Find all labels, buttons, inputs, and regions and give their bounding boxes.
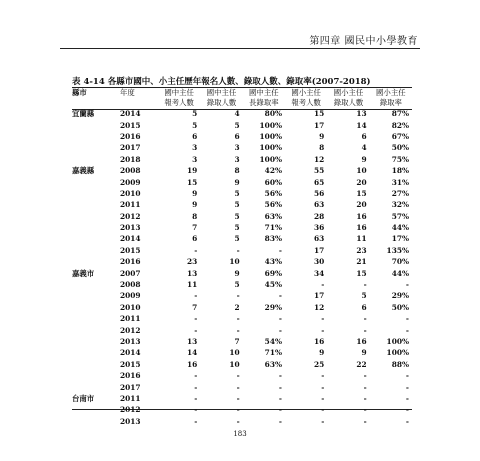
el-applicants-cell: 34 xyxy=(314,268,325,278)
county-cell xyxy=(72,199,120,210)
col-header-line: 國中主任 xyxy=(164,88,194,97)
table-row xyxy=(72,142,412,153)
table-header-row xyxy=(72,88,412,108)
year-cell: 2010 xyxy=(120,302,141,312)
county-cell xyxy=(72,154,120,165)
jh-admitted-cell: 5 xyxy=(234,200,240,210)
table-row xyxy=(72,233,412,244)
el-rate-cell: 87% xyxy=(391,109,409,119)
county-cell xyxy=(72,233,120,244)
col-header-county xyxy=(72,88,120,108)
county-cell xyxy=(72,256,120,267)
county-cell xyxy=(72,279,120,290)
year-cell: 2013 xyxy=(120,416,141,426)
jh-applicants-cell: 14 xyxy=(187,348,198,358)
col-header-line: 國小主任 xyxy=(333,88,364,97)
el-rate-cell: 100% xyxy=(386,348,409,358)
jh-applicants-cell: 23 xyxy=(187,257,198,267)
jh-rate-cell: - xyxy=(278,382,282,392)
el-admitted-cell: 21 xyxy=(356,257,367,267)
year-cell: 2010 xyxy=(120,188,141,198)
el-rate-cell: 50% xyxy=(391,143,409,153)
year-cell: 2013 xyxy=(120,337,141,346)
jh-admitted-cell: - xyxy=(236,405,240,415)
year-cell: 2015 xyxy=(120,359,141,369)
jh-admitted-cell: 10 xyxy=(229,257,240,267)
year-cell: 2011 xyxy=(120,200,141,210)
el-admitted-cell: 15 xyxy=(356,188,367,198)
el-rate-cell: 32% xyxy=(391,200,409,210)
year-cell: 2016 xyxy=(120,371,141,381)
table-row xyxy=(72,302,412,313)
header-rule xyxy=(60,48,420,49)
table-row xyxy=(72,154,412,165)
el-applicants-cell: 63 xyxy=(314,234,325,244)
el-applicants-cell: - xyxy=(321,382,325,392)
table-row xyxy=(72,267,412,278)
el-rate-cell: 17% xyxy=(391,234,409,244)
el-admitted-cell: 6 xyxy=(361,131,367,141)
county-cell xyxy=(72,359,120,370)
jh-applicants-cell: 13 xyxy=(187,337,198,346)
table-row xyxy=(72,108,412,119)
jh-admitted-cell: 5 xyxy=(234,120,240,130)
jh-rate-cell: - xyxy=(278,393,282,403)
el-applicants-cell: 12 xyxy=(314,302,325,312)
col-header-line: 錄取人數 xyxy=(333,98,364,107)
jh-admitted-cell: 5 xyxy=(234,234,240,244)
el-admitted-cell: 9 xyxy=(361,348,367,358)
el-admitted-cell: - xyxy=(363,371,367,381)
table-row xyxy=(72,393,412,404)
county-cell xyxy=(72,188,120,199)
el-rate-cell: 29% xyxy=(391,291,409,301)
jh-rate-cell: 100% xyxy=(259,143,282,153)
jh-applicants-cell: 5 xyxy=(192,120,198,130)
el-rate-cell: 57% xyxy=(391,211,409,221)
el-rate-cell: 88% xyxy=(391,359,409,369)
jh-admitted-cell: - xyxy=(236,382,240,392)
jh-admitted-cell: 10 xyxy=(229,348,240,358)
el-admitted-cell: 9 xyxy=(361,154,367,164)
el-rate-cell: 50% xyxy=(391,302,409,312)
county-cell: 嘉義市 xyxy=(72,268,95,278)
el-applicants-cell: - xyxy=(321,325,325,335)
jh-rate-cell: 100% xyxy=(259,154,282,164)
table-row xyxy=(72,256,412,267)
jh-applicants-cell: - xyxy=(194,245,198,255)
jh-applicants-cell: 3 xyxy=(192,154,198,164)
county-cell xyxy=(72,324,120,335)
el-admitted-cell: 20 xyxy=(356,177,367,187)
jh-admitted-cell: - xyxy=(236,245,240,255)
jh-rate-cell: 42% xyxy=(264,166,282,176)
col-header-el-admitted xyxy=(327,88,369,108)
el-admitted-cell: - xyxy=(363,382,367,392)
el-applicants-cell: 25 xyxy=(314,359,325,369)
jh-rate-cell: - xyxy=(278,405,282,415)
county-cell: 宜蘭縣 xyxy=(72,109,95,119)
el-admitted-cell: 11 xyxy=(356,234,367,244)
year-cell: 2009 xyxy=(120,291,141,301)
jh-rate-cell: - xyxy=(278,325,282,335)
table-row xyxy=(72,211,412,222)
col-header-line: 年度 xyxy=(120,88,135,97)
jh-rate-cell: - xyxy=(278,371,282,381)
el-rate-cell: 70% xyxy=(391,257,409,267)
county-cell xyxy=(72,119,120,130)
county-cell: 嘉義縣 xyxy=(72,166,95,176)
jh-rate-cell: 63% xyxy=(264,211,282,221)
col-header-jh-rate xyxy=(243,88,285,108)
county-cell xyxy=(72,142,120,153)
jh-applicants-cell: - xyxy=(194,382,198,392)
el-admitted-cell: 10 xyxy=(356,166,367,176)
year-cell: 2017 xyxy=(120,382,141,392)
jh-admitted-cell: - xyxy=(236,291,240,301)
jh-applicants-cell: 13 xyxy=(187,268,198,278)
col-header-line: 國小主任 xyxy=(376,88,406,97)
county-cell xyxy=(72,347,120,358)
table-row xyxy=(72,347,412,358)
el-admitted-cell: - xyxy=(363,325,367,335)
jh-admitted-cell: 5 xyxy=(234,211,240,221)
year-cell: 2013 xyxy=(120,223,141,233)
county-cell xyxy=(72,211,120,222)
county-cell xyxy=(72,245,120,256)
jh-applicants-cell: 7 xyxy=(192,302,198,312)
el-admitted-cell: - xyxy=(363,314,367,324)
el-admitted-cell: 22 xyxy=(356,359,367,369)
el-rate-cell: - xyxy=(405,280,409,290)
jh-rate-cell: 60% xyxy=(264,177,282,187)
table-row xyxy=(72,336,412,347)
el-admitted-cell: - xyxy=(363,405,367,415)
el-rate-cell: - xyxy=(405,416,409,426)
jh-rate-cell: 80% xyxy=(264,109,282,119)
el-applicants-cell: 63 xyxy=(314,200,325,210)
el-rate-cell: 75% xyxy=(391,154,409,164)
jh-applicants-cell: 6 xyxy=(192,131,198,141)
jh-admitted-cell: 5 xyxy=(234,223,240,233)
jh-admitted-cell: 3 xyxy=(234,154,240,164)
el-applicants-cell: 30 xyxy=(314,257,325,267)
el-rate-cell: 44% xyxy=(391,268,409,278)
jh-rate-cell: - xyxy=(278,314,282,324)
jh-admitted-cell: 3 xyxy=(234,143,240,153)
el-applicants-cell: 28 xyxy=(314,211,325,221)
col-header-line: 錄取率 xyxy=(379,98,402,107)
county-cell xyxy=(72,176,120,187)
jh-admitted-cell: 4 xyxy=(234,109,240,119)
el-applicants-cell: 8 xyxy=(319,143,325,153)
el-rate-cell: - xyxy=(405,382,409,392)
jh-admitted-cell: - xyxy=(236,393,240,403)
table-row xyxy=(72,199,412,210)
jh-applicants-cell: 16 xyxy=(187,359,198,369)
el-rate-cell: - xyxy=(405,393,409,403)
el-applicants-cell: 17 xyxy=(314,120,325,130)
jh-rate-cell: 83% xyxy=(264,234,282,244)
jh-rate-cell: 56% xyxy=(264,188,282,198)
jh-applicants-cell: - xyxy=(194,291,198,301)
jh-rate-cell: 100% xyxy=(259,120,282,130)
year-cell: 2012 xyxy=(120,405,141,415)
jh-applicants-cell: 11 xyxy=(187,280,198,290)
jh-rate-cell: 43% xyxy=(264,257,282,267)
el-rate-cell: 44% xyxy=(391,223,409,233)
el-admitted-cell: 23 xyxy=(356,245,367,255)
el-rate-cell: 18% xyxy=(391,166,409,176)
el-admitted-cell: - xyxy=(363,393,367,403)
table-row xyxy=(72,131,412,142)
chapter-header: 第四章 國民中小學教育 xyxy=(309,36,418,47)
col-header-year xyxy=(120,88,158,108)
jh-rate-cell: - xyxy=(278,291,282,301)
county-cell xyxy=(72,222,120,233)
el-admitted-cell: 6 xyxy=(361,302,367,312)
jh-rate-cell: 29% xyxy=(264,302,282,312)
year-cell: 2011 xyxy=(120,393,141,403)
table-caption: 表 4-14 各縣市國中、小主任歷年報名人數、錄取人數、錄取率(2007-2018) xyxy=(72,77,371,87)
table-row xyxy=(72,290,412,301)
col-header-line: 報考人數 xyxy=(291,98,321,107)
year-cell: 2012 xyxy=(120,211,141,221)
el-admitted-cell: 4 xyxy=(361,143,367,153)
year-cell: 2014 xyxy=(120,348,141,358)
county-cell xyxy=(72,290,120,301)
col-header-line: 縣市 xyxy=(72,88,87,97)
jh-admitted-cell: 5 xyxy=(234,188,240,198)
table-row xyxy=(72,165,412,176)
jh-rate-cell: 45% xyxy=(264,280,282,290)
jh-admitted-cell: - xyxy=(236,416,240,426)
el-admitted-cell: - xyxy=(363,280,367,290)
el-admitted-cell: 16 xyxy=(356,211,367,221)
el-applicants-cell: - xyxy=(321,280,325,290)
el-applicants-cell: 55 xyxy=(314,166,325,176)
el-applicants-cell: 36 xyxy=(314,223,325,233)
county-cell xyxy=(72,381,120,392)
col-header-line: 國小主任 xyxy=(291,88,321,97)
jh-applicants-cell: 19 xyxy=(187,166,198,176)
jh-rate-cell: 71% xyxy=(264,223,282,233)
el-rate-cell: 67% xyxy=(391,131,409,141)
table-row xyxy=(72,313,412,324)
el-applicants-cell: - xyxy=(321,371,325,381)
jh-admitted-cell: 2 xyxy=(234,302,240,312)
county-cell xyxy=(72,370,120,381)
jh-applicants-cell: - xyxy=(194,405,198,415)
el-applicants-cell: 15 xyxy=(314,109,325,119)
el-applicants-cell: 65 xyxy=(314,177,325,187)
county-cell xyxy=(72,416,120,427)
el-applicants-cell: 9 xyxy=(319,348,325,358)
col-header-line: 報考人數 xyxy=(164,98,194,107)
jh-rate-cell: 54% xyxy=(264,337,282,346)
el-admitted-cell: 20 xyxy=(356,200,367,210)
jh-admitted-cell: - xyxy=(236,325,240,335)
jh-admitted-cell: 9 xyxy=(234,268,240,278)
year-cell: 2007 xyxy=(120,268,141,278)
el-rate-cell: 27% xyxy=(391,188,409,198)
county-cell xyxy=(72,404,120,415)
el-applicants-cell: 12 xyxy=(314,154,325,164)
year-cell: 2008 xyxy=(120,166,141,176)
jh-applicants-cell: - xyxy=(194,325,198,335)
el-admitted-cell: 5 xyxy=(361,291,367,301)
jh-applicants-cell: - xyxy=(194,416,198,426)
el-applicants-cell: - xyxy=(321,314,325,324)
year-cell: 2016 xyxy=(120,131,141,141)
year-cell: 2011 xyxy=(120,314,141,324)
year-cell: 2018 xyxy=(120,154,141,164)
jh-admitted-cell: 9 xyxy=(234,177,240,187)
jh-applicants-cell: - xyxy=(194,393,198,403)
jh-rate-cell: 56% xyxy=(264,200,282,210)
el-admitted-cell: 14 xyxy=(356,120,367,130)
el-applicants-cell: 17 xyxy=(314,245,325,255)
el-rate-cell: - xyxy=(405,325,409,335)
jh-applicants-cell: 3 xyxy=(192,143,198,153)
jh-applicants-cell: 7 xyxy=(192,223,198,233)
table-body xyxy=(72,108,412,427)
jh-admitted-cell: 8 xyxy=(234,166,240,176)
el-applicants-cell: - xyxy=(321,416,325,426)
el-applicants-cell: 17 xyxy=(314,291,325,301)
col-header-el-rate xyxy=(370,88,412,108)
el-applicants-cell: - xyxy=(321,393,325,403)
el-admitted-cell: - xyxy=(363,416,367,426)
jh-rate-cell: - xyxy=(278,416,282,426)
year-cell: 2017 xyxy=(120,143,141,153)
jh-applicants-cell: 9 xyxy=(192,200,198,210)
el-rate-cell: 100% xyxy=(386,337,409,346)
county-cell xyxy=(72,336,120,347)
jh-rate-cell: 63% xyxy=(264,359,282,369)
year-cell: 2009 xyxy=(120,177,141,187)
table-row xyxy=(72,381,412,392)
el-applicants-cell: 56 xyxy=(314,188,325,198)
jh-rate-cell: 71% xyxy=(264,348,282,358)
year-cell: 2012 xyxy=(120,325,141,335)
year-cell: 2008 xyxy=(120,280,141,290)
el-rate-cell: 31% xyxy=(391,177,409,187)
el-admitted-cell: 16 xyxy=(356,223,367,233)
table-row xyxy=(72,176,412,187)
col-header-line: 國中主任 xyxy=(206,88,237,97)
jh-applicants-cell: 5 xyxy=(192,109,198,119)
page-number: 183 xyxy=(233,430,247,438)
jh-applicants-cell: 9 xyxy=(192,188,198,198)
col-header-jh-applicants xyxy=(158,88,200,108)
jh-rate-cell: - xyxy=(278,245,282,255)
county-cell: 台南市 xyxy=(72,393,95,403)
el-rate-cell: 135% xyxy=(386,245,409,255)
table-row xyxy=(72,416,412,427)
table-row xyxy=(72,324,412,335)
jh-admitted-cell: - xyxy=(236,314,240,324)
col-header-line: 錄取人數 xyxy=(206,98,237,107)
el-admitted-cell: 16 xyxy=(356,337,367,346)
year-cell: 2015 xyxy=(120,120,141,130)
el-admitted-cell: 15 xyxy=(356,268,367,278)
el-applicants-cell: 9 xyxy=(319,131,325,141)
jh-admitted-cell: - xyxy=(236,371,240,381)
jh-applicants-cell: - xyxy=(194,314,198,324)
el-admitted-cell: 13 xyxy=(356,109,367,119)
jh-admitted-cell: 5 xyxy=(234,280,240,290)
table-row xyxy=(72,279,412,290)
table-row xyxy=(72,404,412,415)
table-row xyxy=(72,188,412,199)
el-rate-cell: - xyxy=(405,314,409,324)
jh-applicants-cell: - xyxy=(194,371,198,381)
el-applicants-cell: - xyxy=(321,405,325,415)
table-row xyxy=(72,370,412,381)
el-rate-cell: - xyxy=(405,371,409,381)
jh-applicants-cell: 6 xyxy=(192,234,198,244)
table-row xyxy=(72,245,412,256)
jh-admitted-cell: 6 xyxy=(234,131,240,141)
jh-admitted-cell: 7 xyxy=(234,337,240,346)
jh-applicants-cell: 15 xyxy=(187,177,198,187)
year-cell: 2014 xyxy=(120,234,141,244)
el-rate-cell: - xyxy=(405,405,409,415)
year-cell: 2015 xyxy=(120,245,141,255)
year-cell: 2016 xyxy=(120,257,141,267)
col-header-line: 國中主任 xyxy=(249,88,279,97)
county-cell xyxy=(72,131,120,142)
table-row xyxy=(72,222,412,233)
el-applicants-cell: 16 xyxy=(314,337,325,346)
year-cell: 2014 xyxy=(120,109,141,119)
county-cell xyxy=(72,302,120,313)
col-header-el-applicants xyxy=(285,88,327,108)
jh-rate-cell: 100% xyxy=(259,131,282,141)
jh-admitted-cell: 10 xyxy=(229,359,240,369)
table-row xyxy=(72,359,412,370)
el-rate-cell: 82% xyxy=(391,120,409,130)
data-table xyxy=(72,88,412,427)
table-row xyxy=(72,119,412,130)
col-header-jh-admitted xyxy=(200,88,242,108)
col-header-line: 長錄取率 xyxy=(249,98,279,107)
jh-applicants-cell: 8 xyxy=(192,211,198,221)
county-cell xyxy=(72,313,120,324)
jh-rate-cell: 69% xyxy=(264,268,282,278)
